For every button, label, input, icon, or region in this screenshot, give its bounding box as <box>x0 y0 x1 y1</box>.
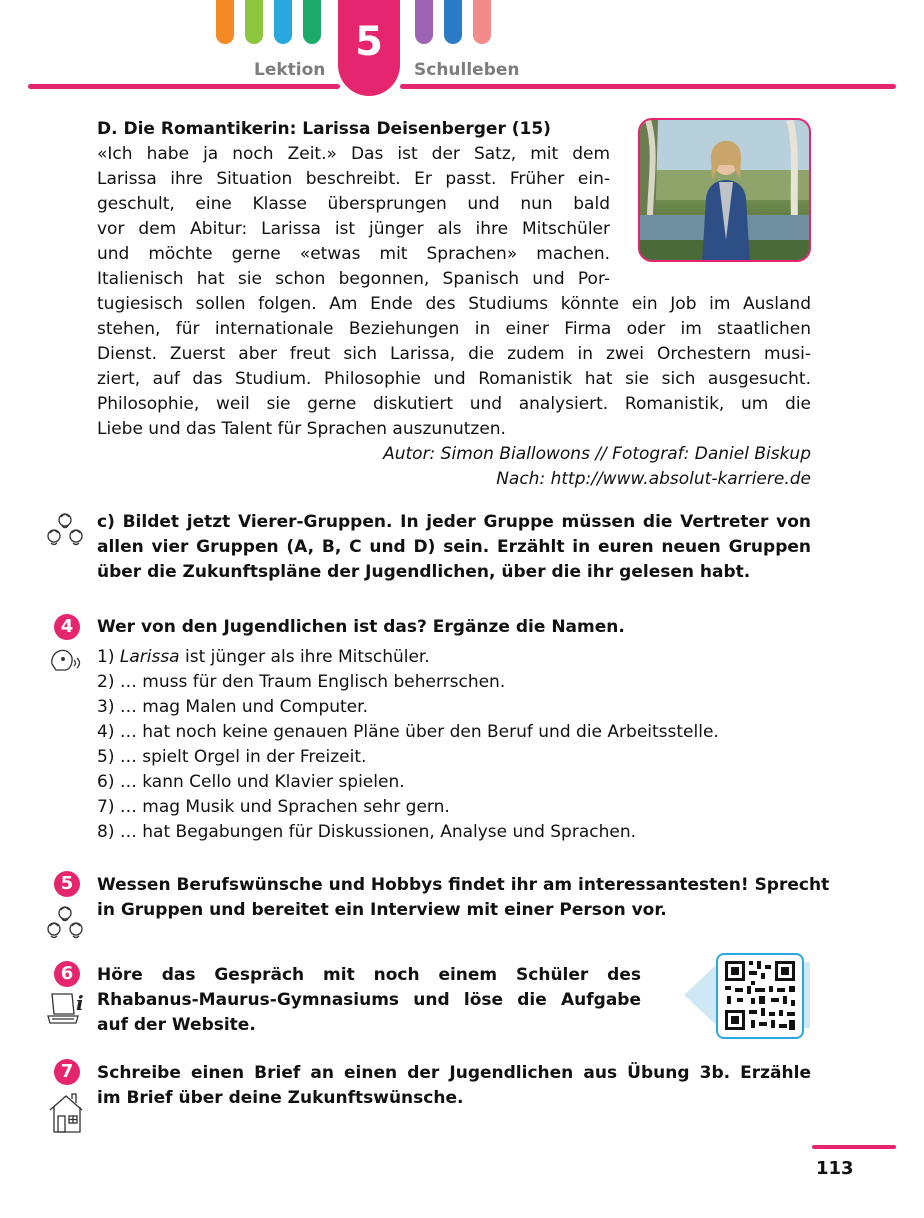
laptop-info-icon <box>46 990 88 1026</box>
homework-house-icon <box>46 1090 86 1136</box>
list-item <box>97 695 812 720</box>
list-item <box>97 670 812 695</box>
article-line: Dienst. Zuerst aber freut sich Larissa, die zudem in zwei Orchestern musi- <box>97 344 811 364</box>
task-number-badge: 6 <box>54 961 80 987</box>
task-7-line: Schreibe einen Brief an einen der Jugendlichen aus Übung 3b. Erzähle <box>97 1063 811 1083</box>
item-number: 3) <box>97 697 120 717</box>
item-text: … mag Malen und Computer. <box>119 697 368 717</box>
task-4-list <box>97 645 812 845</box>
color-tab <box>216 0 234 44</box>
article-line: tugiesisch sollen folgen. Am Ende des Studiums könnte ein Job im Ausland <box>97 294 811 314</box>
article-line: «Ich habe ja noch Zeit.» Das ist der Satz, mit dem <box>97 144 610 164</box>
task-6-text <box>97 963 641 1038</box>
article-title: D. Die Romantikerin: Larissa Deisenberger (15) <box>97 119 551 139</box>
color-tab <box>274 0 292 44</box>
color-tab <box>415 0 433 44</box>
qr-code-icon <box>718 955 802 1037</box>
article-credit: Autor: Simon Biallowons // Fotograf: Daniel Biskup <box>383 444 811 464</box>
item-text: … muss für den Traum Englisch beherrschen. <box>119 672 506 692</box>
list-item <box>97 645 812 670</box>
speaking-icon <box>48 646 84 676</box>
svg-text:i: i <box>76 991 84 1015</box>
task-c-line: über die Zukunftspläne der Jugendlichen, über die ihr gelesen habt. <box>97 562 751 582</box>
article-line: Liebe und das Talent für Sprachen auszunutzen. <box>97 419 506 439</box>
item-number: 8) <box>97 822 120 842</box>
group-work-icon <box>45 511 85 547</box>
task-5-text <box>97 873 830 923</box>
page-number: 113 <box>816 1158 854 1179</box>
lektion-label: Lektion <box>254 60 326 80</box>
list-item <box>97 820 812 845</box>
task-number-badge: 4 <box>54 614 80 640</box>
lektion-number-badge: 5 <box>338 0 400 96</box>
task-6-line: Höre das Gespräch mit noch einem Schüler des <box>97 965 641 985</box>
item-number: 4) <box>97 722 120 742</box>
color-tab <box>245 0 263 44</box>
header-rule-right <box>400 84 896 89</box>
item-number: 1) <box>97 647 120 667</box>
item-number: 2) <box>97 672 120 692</box>
header-rule-left <box>28 84 340 89</box>
item-number: 6) <box>97 772 120 792</box>
section-title: Schulleben <box>414 60 520 80</box>
task-6-line: auf der Website. <box>97 1015 256 1035</box>
item-name: Larissa <box>119 647 180 667</box>
task-5-line: in Gruppen und bereitet ein Interview mit einer Person vor. <box>97 900 667 920</box>
item-number: 5) <box>97 747 120 767</box>
task-number-badge: 7 <box>54 1059 80 1085</box>
task-5-line: Wessen Berufswünsche und Hobbys findet ihr am interessantesten! Sprecht <box>97 875 830 895</box>
task-4-instruction: Wer von den Jugendlichen ist das? Ergänze die Namen. <box>97 617 625 637</box>
item-text: … kann Cello und Klavier spielen. <box>119 772 405 792</box>
task-c-line: c) Bildet jetzt Vierer-Gruppen. In jeder Gruppe müssen die Vertreter von <box>97 512 811 532</box>
list-item <box>97 720 812 745</box>
list-item <box>97 770 812 795</box>
article-line: vor dem Abitur: Larissa ist jünger als ihre Mitschüler <box>97 219 610 239</box>
task-number-badge: 5 <box>54 871 80 897</box>
portrait-photo <box>638 118 811 262</box>
portrait-illustration <box>640 120 811 262</box>
color-tab <box>444 0 462 44</box>
article-line: geschult, eine Klasse übersprungen und nun bald <box>97 194 610 214</box>
item-text: … hat Begabungen für Diskussionen, Analyse und Sprachen. <box>119 822 637 842</box>
color-tab <box>303 0 321 44</box>
article-line: Philosophie, weil sie gerne diskutiert und analysiert. Romanistik, um die <box>97 394 811 414</box>
article-source: Nach: http://www.absolut-karriere.de <box>496 469 811 489</box>
article-line: ziert, auf das Studium. Philosophie und Romanistik hat sie sich ausgesucht. <box>97 369 811 389</box>
article-line: stehen, für internationale Beziehungen in einer Firma oder im staatlichen <box>97 319 811 339</box>
qr-code[interactable] <box>716 953 804 1039</box>
item-text: … mag Musik und Sprachen sehr gern. <box>119 797 450 817</box>
item-text: … hat noch keine genauen Pläne über den Beruf und die Arbeitsstelle. <box>119 722 719 742</box>
task-6-line: Rhabanus-Maurus-Gymnasiums und löse die Aufgabe <box>97 990 641 1010</box>
article-line: und möchte gerne «etwas mit Sprachen» machen. <box>97 244 610 264</box>
task-c-line: allen vier Gruppen (A, B, C und D) sein. Erzählt in euren neuen Gruppen <box>97 537 811 557</box>
page-rule <box>812 1145 896 1149</box>
color-tab <box>473 0 491 44</box>
list-item <box>97 745 812 770</box>
item-text: … spielt Orgel in der Freizeit. <box>119 747 367 767</box>
list-item <box>97 795 812 820</box>
item-number: 7) <box>97 797 120 817</box>
article-body-wrapped <box>97 142 610 292</box>
task-7-text <box>97 1061 811 1111</box>
article-line: Italienisch hat sie schon begonnen, Spanisch und Por- <box>97 269 610 289</box>
article-body-full <box>97 292 811 442</box>
task-7-line: im Brief über deine Zukunftswünsche. <box>97 1088 464 1108</box>
task-c-text <box>97 510 811 585</box>
item-text: ist jünger als ihre Mitschüler. <box>179 647 430 667</box>
group-work-icon <box>45 904 85 940</box>
article-line: Larissa ihre Situation beschreibt. Er passt. Früher ein- <box>97 169 610 189</box>
